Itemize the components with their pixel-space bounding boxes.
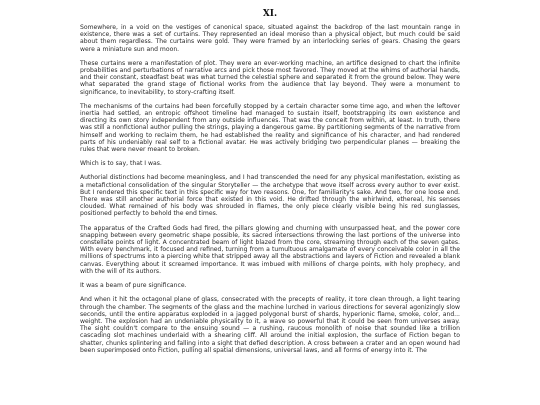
chapter-heading: XI. [262,9,278,19]
paragraph: The apparatus of the Crafted Gods had fired, the pillars glowing and churning with unsurpassed heat, and the power core snapping between every geometric shape possible, its sacred intersections throwing the last portions of the universe into constellate points of light. A concentrated beam of light blazed from the core, streaming through each of the seven gates. With every benchmark, it focused and refined, turning from a tumultuous amalgamate of every conceivable color in all the millions of spectrums into a piercing white that stripped away all the abstractions and layers of Fiction and revealed a blank canvas. Everything about it screamed importance. It was imbued with millions of charge points, with holy prophecy, and with the will of its authors. [80,224,460,275]
paragraph: These curtains were a manifestation of plot. They were an ever-working machine, an artifice designed to chart the infinite probabilities and perturbations of narrative arcs and pick those most favored. They moved at the whims of authorial hands, and their constant, steadfast beat was what turned the celestial sphere and separated it from the ground below. They were what separated the grand stage of fictional works from the audience that lay beyond. They were a monument to significance, to inevitability, to story-crafting itself. [80,59,460,96]
paragraph: It was a beam of pure significance. [80,282,187,290]
chapter-body [80,8,460,361]
paragraph: And when it hit the octagonal plane of glass, consecrated with the precepts of reality, it tore clean through, a light tearing through the chamber. The segments of the glass and the machine lurched in various directions for several agonizingly slow seconds, until the entire apparatus exploded in a jagged polygonal burst of shards, hyperionic flame, smoke, color, and... weight. The explosion had an undeniable physicality to it, a wave so powerful that it could be seen from universes away. The sight couldn't compare to the ensuing sound — a rushing, raucous monolith of noise that sounded like a trillion cascading slot machines underlaid with a shearing cliff. All around the initial explosion, the surface of Fiction began to shatter, chunks splintering and falling into a sight that defied description. A cross between a crater and an open wound had been superimposed onto Fiction, pulling all spatial dimensions, universal laws, and all forms of energy into it. The [80,296,460,354]
paragraph: Which is to say, that I was. [80,160,162,168]
paragraph: Somewhere, in a void on the vestiges of canonical space, situated against the backdrop of the last mountain range in existence, there was a set of curtains. They represented an ideal moreso than a physical object, but much could be said about them regardless. The curtains were gold. They were framed by an interlocking series of gears. Chasing the gears were a miniature sun and moon. [80,24,460,53]
paragraph: Authorial distinctions had become meaningless, and I had transcended the need for any physical manifestation, existing as a metafictional consolidation of the singular Storyteller — the archetype that wove itself across every author to ever exist. But I rendered this specific text in this specific way for two reasons. One, for familiarity's sake. And two, for one loose end. There was still another authorial force that existed in this void. He drifted through the whirlwind, ethereal, his senses clouded. What remained of his body was shrouded in flames, the only piece clearly visible being his red sunglasses, positioned perfectly to behold the end times. [80,174,460,218]
paragraph: The mechanisms of the curtains had been forcefully stopped by a certain character some time ago, and when the leftover inertia had settled, an entropic offshoot timeline had managed to sustain itself, bootstrapping its own existence and directing its own story independent from any outside influences. That was the conceit from within, at least. In truth, there was still a nonfictional author pulling the strings, playing a dangerous game. By partitioning segments of the narrative from himself and working to reclaim them, he had established the reality and significance of his character, and had rendered parts of his undeniably real self to a fictional avatar. He was actively bridging two perpendicular planes — breaking the rules that were never meant to broken. [80,102,460,154]
